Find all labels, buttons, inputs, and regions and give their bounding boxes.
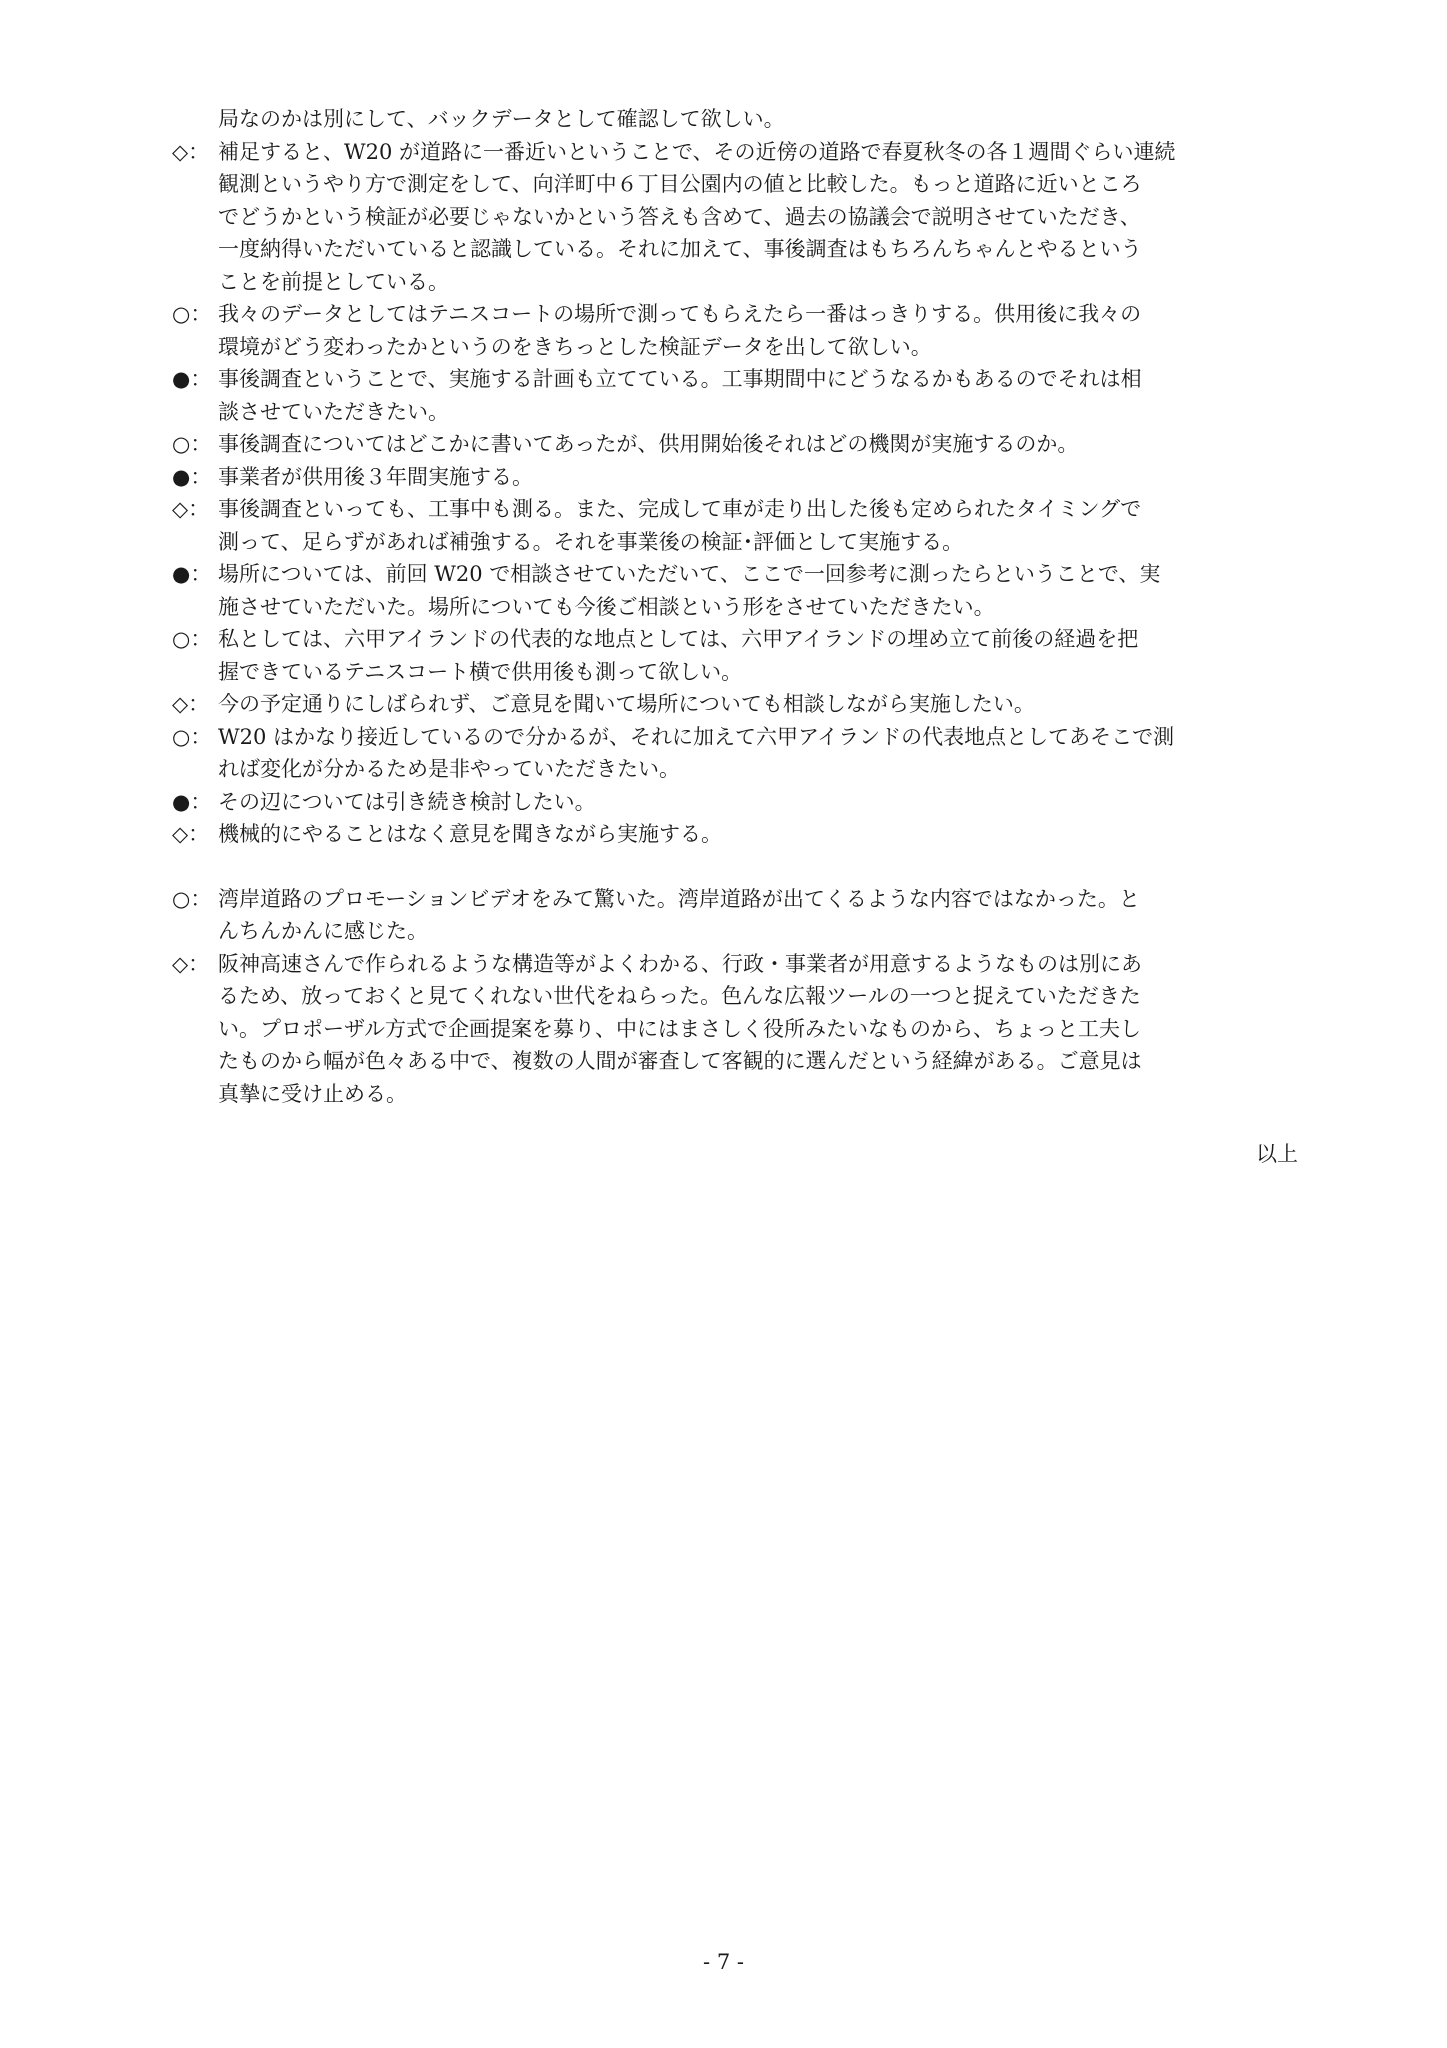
statement-item: [172, 818, 1300, 851]
statement-line: 事業者が供用後３年間実施する。: [218, 464, 533, 489]
speaker-marker: ○：: [172, 302, 212, 326]
statement-line: 談させていただきたい。: [218, 399, 449, 424]
statement-line: 事後調査といっても、工事中も測る。また、完成して車が走り出した後も定められたタイミングで: [218, 497, 1142, 521]
statement-line: 機械的にやることはなく意見を聞きながら実施する。: [218, 822, 722, 846]
speaker-marker: ○：: [172, 627, 212, 651]
statement-line: 環境がどう変わったかというのをきちっとした検証データを出して欲しい。: [218, 334, 932, 359]
speaker-marker: ●：: [172, 367, 212, 391]
speaker-marker: ◇：: [172, 139, 210, 164]
statement-line: んちんかんに感じた。: [218, 919, 428, 943]
speaker-marker: ●：: [172, 464, 212, 489]
statement-line: ことを前提としている。: [218, 269, 449, 294]
discussion-group-1: [172, 136, 1300, 851]
statement-text: [218, 721, 1300, 786]
speaker-marker: ○：: [172, 886, 212, 911]
statement-item: [172, 623, 1300, 688]
statement-item: [172, 948, 1300, 1111]
speaker-marker: ◇：: [172, 692, 210, 716]
statement-line: 握できているテニスコート横で供用後も測って欲しい。: [218, 659, 743, 684]
statement-line: 事後調査ということで、実施する計画も立てている。工事期間中にどうなるかもあるのでそれは相: [218, 367, 1142, 391]
statement-item: [172, 461, 1300, 494]
statement-item: [172, 428, 1300, 461]
statement-line: 観測というやり方で測定をして、向洋町中６丁目公園内の値と比較した。もっと道路に近いところ: [218, 172, 1142, 196]
statement-item: [172, 493, 1300, 558]
statement-text: [218, 883, 1300, 948]
speaker-marker: ◇：: [172, 951, 210, 976]
statement-line: 真摯に受け止める。: [218, 1081, 407, 1106]
statement-text: [218, 363, 1300, 428]
statement-text: [218, 623, 1300, 688]
statement-text: [218, 298, 1300, 363]
closing-remark: 以上: [1256, 1142, 1298, 1166]
statement-line: その辺については引き続き検討したい。: [218, 789, 596, 814]
statement-item: [172, 688, 1300, 721]
statement-text: [218, 558, 1300, 623]
statement-line: い。プロポーザル方式で企画提案を募り、中にはまさしく役所みたいなものから、ちょっと工夫し: [218, 1016, 1141, 1041]
statement-text: [218, 948, 1300, 1111]
statement-text: [218, 461, 1300, 494]
statement-text: [218, 493, 1300, 558]
statement-line: 施させていただいた。場所についても今後ご相談という形をさせていただきたい。: [218, 594, 995, 619]
statement-item: [172, 883, 1300, 948]
statement-item: [172, 363, 1300, 428]
statement-text: [218, 136, 1300, 299]
statement-line: るため、放っておくと見てくれない世代をねらった。色んな広報ツールの一つと捉えていただきた: [218, 984, 1141, 1008]
statement-line: 私としては、六甲アイランドの代表的な地点としては、六甲アイランドの埋め立て前後の経過を把: [218, 627, 1139, 651]
statement-line: 測って、足らずがあれば補強する。それを事業後の検証･評価として実施する。: [218, 529, 964, 554]
page-number: - 7 -: [703, 1950, 744, 1974]
statement-line: でどうかという検証が必要じゃないかという答えも含めて、過去の協議会で説明させていただき、: [218, 204, 1141, 229]
speaker-marker: ●：: [172, 562, 212, 586]
discussion-group-2: [172, 883, 1300, 1111]
statement-line: 補足すると、W20 が道路に一番近いということで、その近傍の道路で春夏秋冬の各１週間ぐらい連続: [218, 139, 1176, 164]
statement-text: [218, 786, 1300, 819]
statement-line: 湾岸道路のプロモーションビデオをみて驚いた。湾岸道路が出てくるような内容ではなかった。と: [218, 886, 1140, 911]
speaker-marker: ○：: [172, 432, 212, 456]
statement-item: [172, 298, 1300, 363]
statement-line: 阪神高速さんで作られるような構造等がよくわかる、行政・事業者が用意するようなものは別にあ: [218, 951, 1142, 976]
statement-text: [218, 818, 1300, 851]
minutes-body: [172, 103, 1300, 1171]
statement-item: [172, 136, 1300, 299]
continued-line: 局なのかは別にして、バックデータとして確認して欲しい。: [218, 107, 785, 131]
statement-line: 我々のデータとしてはテニスコートの場所で測ってもらえたら一番はっきりする。供用後に我々の: [218, 302, 1142, 326]
speaker-marker: ○：: [172, 724, 212, 749]
statement-line: 今の予定通りにしばられず、ご意見を聞いて場所についても相談しながら実施したい。: [218, 692, 1035, 716]
statement-line: れば変化が分かるため是非やっていただきたい。: [218, 757, 680, 781]
statement-line: たものから幅が色々ある中で、複数の人間が審査して客観的に選んだという経緯がある。ご意見は: [218, 1049, 1142, 1073]
speaker-marker: ◇：: [172, 497, 210, 521]
statement-text: [218, 688, 1300, 721]
statement-line: 場所については、前回 W20 で相談させていただいて、ここで一回参考に測ったらということで、実: [218, 562, 1161, 586]
statement-item: [172, 558, 1300, 623]
statement-line: 一度納得いただいていると認識している。それに加えて、事後調査はもちろんちゃんとやるという: [218, 237, 1142, 261]
speaker-marker: ●：: [172, 789, 212, 814]
statement-text: [218, 428, 1300, 461]
paragraph-gap: [172, 851, 1300, 883]
statement-item: [172, 786, 1300, 819]
statement-item: [172, 721, 1300, 786]
statement-line: W20 はかなり接近しているので分かるが、それに加えて六甲アイランドの代表地点としてあそこで測: [218, 724, 1175, 749]
statement-line: 事後調査についてはどこかに書いてあったが、供用開始後それはどの機関が実施するのか。: [218, 432, 1079, 456]
speaker-marker: ◇：: [172, 822, 210, 846]
